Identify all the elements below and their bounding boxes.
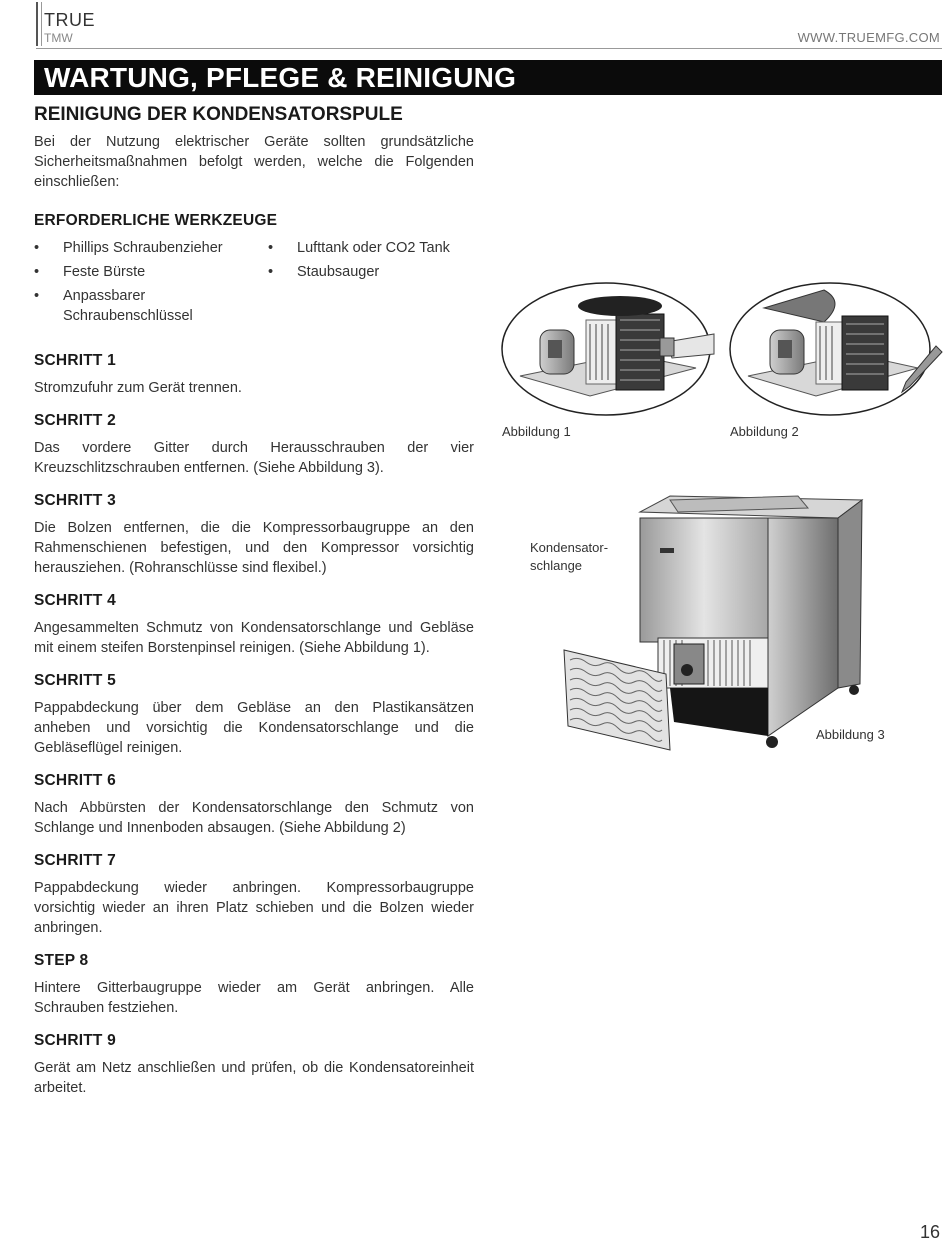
figure-2-caption: Abbildung 2 [730, 424, 799, 439]
step-7 [34, 852, 474, 938]
step-4 [34, 592, 474, 658]
step-text: Die Bolzen entfernen, die die Kompressorbaugruppe an den Rahmenschienen befestigen, und den Kompressor vorsichtig herausziehen. (Rohranschlüsse sind flexibel.) [34, 520, 474, 576]
step-title: SCHRITT 2 [34, 412, 116, 429]
step-title: SCHRITT 6 [34, 772, 116, 789]
step-text: Pappabdeckung über dem Gebläse an den Plastikansätzen anheben und vorsichtig die Kondensatorschlange und die Gebläseflügel reinigen. [34, 700, 474, 756]
tool-label: Anpassbarer [63, 288, 146, 304]
step-8 [34, 952, 474, 1018]
figure-2-illustration [728, 280, 944, 418]
condenser-label-line-2: schlange [530, 558, 583, 573]
step-title: SCHRITT 1 [34, 352, 116, 369]
figure-3-caption: Abbildung 3 [816, 727, 885, 742]
step-text: Stromzufuhr zum Gerät trennen. [34, 380, 242, 396]
step-2 [34, 412, 474, 478]
tool-label: Phillips Schraubenzieher [63, 240, 223, 256]
model-name: TMW [44, 31, 73, 45]
intro-paragraph: Bei der Nutzung elektrischer Geräte sollten grundsätzliche Sicherheitsmaßnahmen befolgt werden, welche die Folgenden einschließen: [34, 134, 474, 190]
bullet-icon: • [268, 264, 274, 280]
tool-label: Feste Bürste [63, 264, 146, 280]
figure-1-caption: Abbildung 1 [502, 424, 571, 439]
bullet-icon: • [34, 288, 40, 304]
tool-label: Staubsauger [297, 264, 380, 280]
header-divider [36, 48, 942, 49]
step-text: Nach Abbürsten der Kondensatorschlange den Schmutz von Schlange und Innenboden absaugen. (Siehe Abbildung 2) [34, 800, 474, 836]
header-accent-bar [36, 2, 42, 46]
step-title: SCHRITT 7 [34, 852, 116, 869]
step-text: Pappabdeckung wieder anbringen. Kompressorbaugruppe vorsichtig wieder an ihren Platz schieben und die Bolzen wieder anbringen. [34, 880, 474, 936]
figure-3-illustration [558, 488, 868, 756]
step-title: SCHRITT 9 [34, 1032, 116, 1049]
step-text: Gerät am Netz anschließen und prüfen, ob die Kondensatoreinheit arbeitet. [34, 1060, 474, 1096]
tools-heading: ERFORDERLICHE WERKZEUGE [34, 212, 278, 229]
step-3 [34, 492, 474, 578]
step-title: SCHRITT 4 [34, 592, 116, 609]
brand-name: TRUE [44, 10, 95, 30]
website-link: WWW.TRUEMFG.COM [797, 30, 940, 45]
bullet-icon: • [34, 240, 40, 256]
step-title: SCHRITT 5 [34, 672, 116, 689]
step-text: Hintere Gitterbaugruppe wieder am Gerät anbringen. Alle Schrauben festziehen. [34, 980, 474, 1016]
section-title: REINIGUNG DER KONDENSATORSPULE [34, 104, 403, 125]
condenser-label-line-1: Kondensator- [530, 540, 609, 555]
step-9 [34, 1032, 474, 1098]
figure-1-illustration [500, 280, 716, 418]
step-5 [34, 672, 474, 758]
step-text: Das vordere Gitter durch Herausschrauben der vier Kreuzschlitzschrauben entfernen. (Siehe Abbildung 3). [34, 440, 474, 476]
step-title: SCHRITT 3 [34, 492, 116, 509]
section-banner: WARTUNG, PFLEGE & REINIGUNG [34, 60, 942, 95]
step-title: STEP 8 [34, 952, 89, 969]
tool-label: Schraubenschlüssel [63, 308, 193, 324]
bullet-icon: • [268, 240, 274, 256]
tools-list [34, 238, 474, 338]
main-text-column [34, 104, 474, 1112]
step-1 [34, 352, 474, 398]
step-text: Angesammelten Schmutz von Kondensatorschlange und Gebläse mit einem steifen Borstenpinsel reinigen. (Siehe Abbildung 1). [34, 620, 474, 656]
bullet-icon: • [34, 264, 40, 280]
tool-label: Lufttank oder CO2 Tank [297, 240, 450, 256]
step-6 [34, 772, 474, 838]
page-number: 16 [919, 1222, 940, 1242]
